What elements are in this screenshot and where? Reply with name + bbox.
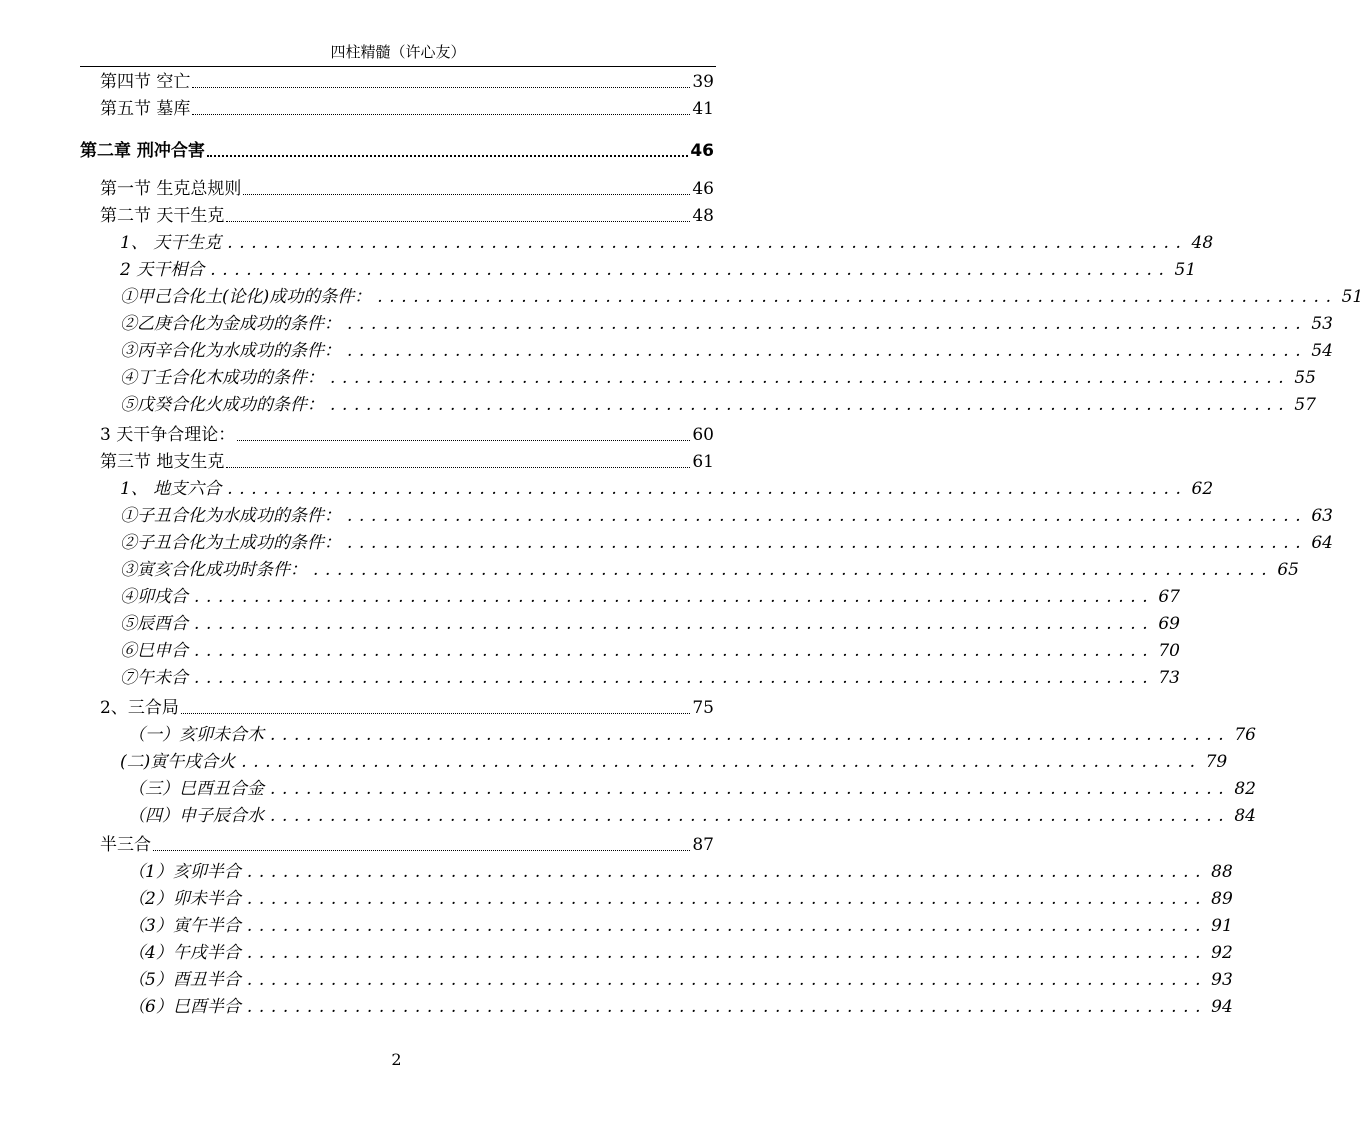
toc-entry-title: ②子丑合化为土成功的条件：	[120, 533, 341, 553]
toc-entry-title: 2 天干相合	[120, 260, 205, 280]
dot-leader: ................................................................................	[246, 997, 1208, 1017]
toc-entry-page: 91	[1211, 916, 1233, 936]
toc-entry[interactable]	[100, 696, 714, 718]
toc-entry[interactable]	[120, 477, 1214, 499]
toc-entry[interactable]	[120, 339, 1333, 361]
running-header: 四柱精髓（许心友）	[330, 43, 466, 61]
toc-entry-title: ②乙庚合化为金成功的条件：	[120, 314, 341, 334]
toc-entry-page: 63	[1311, 506, 1333, 526]
dot-leader: ................................................................................	[330, 395, 1291, 415]
toc-entry-title: ⑤戊癸合化火成功的条件：	[120, 395, 324, 415]
toc-entry-page: 93	[1211, 970, 1233, 990]
dot-leader: ................................................................................	[246, 916, 1208, 936]
toc-entry-title: （1）亥卯半合	[128, 862, 241, 882]
toc-entry-page: 48	[692, 206, 714, 226]
dot-leader	[237, 439, 690, 441]
toc-entry[interactable]	[120, 312, 1333, 334]
dot-leader: ................................................................................	[313, 560, 1274, 580]
toc-entry[interactable]	[100, 70, 714, 92]
toc-entry-title: （一）亥卯未合木	[128, 725, 264, 745]
dot-leader: ................................................................................	[246, 862, 1208, 882]
toc-entry[interactable]	[128, 968, 1233, 990]
toc-entry[interactable]	[100, 204, 714, 226]
toc-entry[interactable]	[120, 531, 1333, 553]
dot-leader	[207, 154, 688, 157]
dot-leader: ................................................................................	[246, 889, 1208, 909]
toc-entry-page: 84	[1234, 806, 1256, 826]
toc-entry-page: 62	[1191, 479, 1214, 499]
dot-leader: ................................................................................	[347, 506, 1308, 526]
toc-entry-page: 75	[692, 698, 714, 718]
toc-entry-page: 92	[1211, 943, 1233, 963]
toc-entry-page: 65	[1277, 560, 1299, 580]
toc-entry-title: ⑦午未合	[120, 668, 188, 688]
toc-entry-page: 46	[692, 179, 714, 199]
toc-entry[interactable]	[100, 833, 714, 855]
toc-entry-title: ④卯戌合	[120, 587, 188, 607]
dot-leader: ................................................................................	[246, 970, 1208, 990]
toc-entry-page: 46	[690, 141, 714, 161]
toc-entry-title: ③丙辛合化为水成功的条件：	[120, 341, 341, 361]
toc-entry-title: 第一节 生克总规则	[100, 179, 242, 199]
toc-entry[interactable]	[100, 423, 714, 445]
toc-entry[interactable]	[128, 777, 1256, 799]
dot-leader	[181, 712, 691, 714]
toc-entry[interactable]	[120, 504, 1333, 526]
toc-entry-title: 3 天干争合理论：	[100, 425, 236, 445]
dot-leader	[243, 193, 690, 195]
toc-entry-page: 53	[1311, 314, 1333, 334]
dot-leader: ................................................................................	[194, 641, 1155, 661]
toc-entry[interactable]	[120, 231, 1214, 253]
toc-entry-title: （3）寅午半合	[128, 916, 241, 936]
toc-entry-page: 64	[1311, 533, 1333, 553]
toc-entry-title: （2）卯未半合	[128, 889, 241, 909]
dot-leader: ................................................................................	[194, 614, 1155, 634]
dot-leader: ................................................................................	[194, 587, 1155, 607]
toc-entry-page: 51	[1174, 260, 1197, 280]
dot-leader: ................................................................................	[194, 668, 1155, 688]
dot-leader: ................................................................................	[330, 368, 1291, 388]
toc-entry-title: ①子丑合化为水成功的条件：	[120, 506, 341, 526]
toc-entry[interactable]	[128, 941, 1233, 963]
toc-entry-page: 48	[1191, 233, 1214, 253]
toc-entry-title: ⑤辰酉合	[120, 614, 188, 634]
toc-entry-page: 79	[1205, 752, 1228, 772]
toc-entry-page: 70	[1158, 641, 1180, 661]
dot-leader: ................................................................................	[227, 233, 1188, 253]
toc-entry-title: 第三节 地支生克	[100, 452, 225, 472]
toc-entry-page: 94	[1211, 997, 1233, 1017]
toc-entry-title: 第四节 空亡	[100, 72, 191, 92]
toc-entry-title: 第五节 墓库	[100, 99, 191, 119]
header-rule	[80, 66, 716, 67]
toc-entry[interactable]	[120, 585, 1180, 607]
dot-leader: ................................................................................	[246, 943, 1208, 963]
toc-entry-page: 55	[1294, 368, 1316, 388]
toc-entry-page: 57	[1294, 395, 1316, 415]
toc-entry-page: 61	[692, 452, 714, 472]
dot-leader: ................................................................................	[210, 260, 1171, 280]
toc-entry[interactable]	[120, 258, 1197, 280]
dot-leader	[192, 86, 690, 88]
dot-leader: ................................................................................	[270, 779, 1231, 799]
toc-entry[interactable]	[128, 860, 1233, 882]
dot-leader	[192, 113, 690, 115]
toc-entry[interactable]	[120, 639, 1180, 661]
toc-entry-title: （6）巳酉半合	[128, 997, 241, 1017]
toc-entry-page: 60	[692, 425, 714, 445]
toc-entry[interactable]	[120, 750, 1228, 772]
toc-entry-title: ①甲己合化土(论化)成功的条件：	[120, 287, 372, 307]
toc-entry[interactable]	[100, 177, 714, 199]
dot-leader: ................................................................................	[347, 341, 1308, 361]
dot-leader: ................................................................................	[270, 725, 1231, 745]
toc-entry[interactable]	[128, 723, 1256, 745]
dot-leader: ................................................................................	[347, 314, 1308, 334]
toc-entry[interactable]	[100, 97, 714, 119]
toc-entry-page: 41	[692, 99, 714, 119]
toc-entry[interactable]	[120, 612, 1180, 634]
dot-leader: ................................................................................	[241, 752, 1202, 772]
toc-entry[interactable]	[120, 393, 1316, 415]
toc-entry-page: 88	[1211, 862, 1233, 882]
dot-leader	[153, 849, 690, 851]
toc-entry-title: ⑥巳申合	[120, 641, 188, 661]
dot-leader: ................................................................................	[270, 806, 1231, 826]
toc-entry-title: 第二节 天干生克	[100, 206, 225, 226]
toc-entry[interactable]	[120, 366, 1316, 388]
toc-entry-page: 87	[692, 835, 714, 855]
toc-entry[interactable]	[128, 804, 1256, 826]
toc-entry-title: （四）申子辰合水	[128, 806, 264, 826]
toc-entry[interactable]	[120, 558, 1299, 580]
dot-leader: ................................................................................	[377, 287, 1338, 307]
toc-entry-title: （4）午戌半合	[128, 943, 241, 963]
toc-entry-title: 1、 地支六合	[120, 479, 222, 499]
toc-entry-page: 39	[692, 72, 714, 92]
toc-entry[interactable]	[128, 914, 1233, 936]
toc-entry-title: 第二章 刑冲合害	[80, 141, 205, 161]
toc-chapter-entry[interactable]	[80, 139, 714, 161]
toc-entry-page: 76	[1234, 725, 1256, 745]
toc-entry-page: 89	[1211, 889, 1233, 909]
page-number: 2	[391, 1050, 402, 1069]
toc-entry-page: 73	[1158, 668, 1180, 688]
toc-entry-title: ④丁壬合化木成功的条件：	[120, 368, 324, 388]
toc-entry-title: 半三合	[100, 835, 151, 855]
toc-entry-page: 82	[1234, 779, 1256, 799]
toc-entry-title: (二)寅午戌合火	[120, 752, 236, 772]
dot-leader	[226, 466, 690, 468]
toc-entry-title: ③寅亥合化成功时条件：	[120, 560, 307, 580]
toc-entry-page: 67	[1158, 587, 1180, 607]
toc-entry-title: （5）酉丑半合	[128, 970, 241, 990]
toc-entry-title: 2、三合局	[100, 698, 179, 718]
toc-entry-page: 69	[1158, 614, 1180, 634]
dot-leader	[226, 220, 690, 222]
toc-entry-page: 54	[1311, 341, 1333, 361]
toc-entry[interactable]	[100, 450, 714, 472]
toc-entry[interactable]	[128, 887, 1233, 909]
toc-entry[interactable]	[120, 285, 1363, 307]
toc-entry-page: 51	[1341, 287, 1363, 307]
toc-entry[interactable]	[120, 666, 1180, 688]
toc-entry-title: （三）巳酉丑合金	[128, 779, 264, 799]
dot-leader: ................................................................................	[347, 533, 1308, 553]
toc-entry[interactable]	[128, 995, 1233, 1017]
toc-entry-title: 1、 天干生克	[120, 233, 222, 253]
dot-leader: ................................................................................	[227, 479, 1188, 499]
